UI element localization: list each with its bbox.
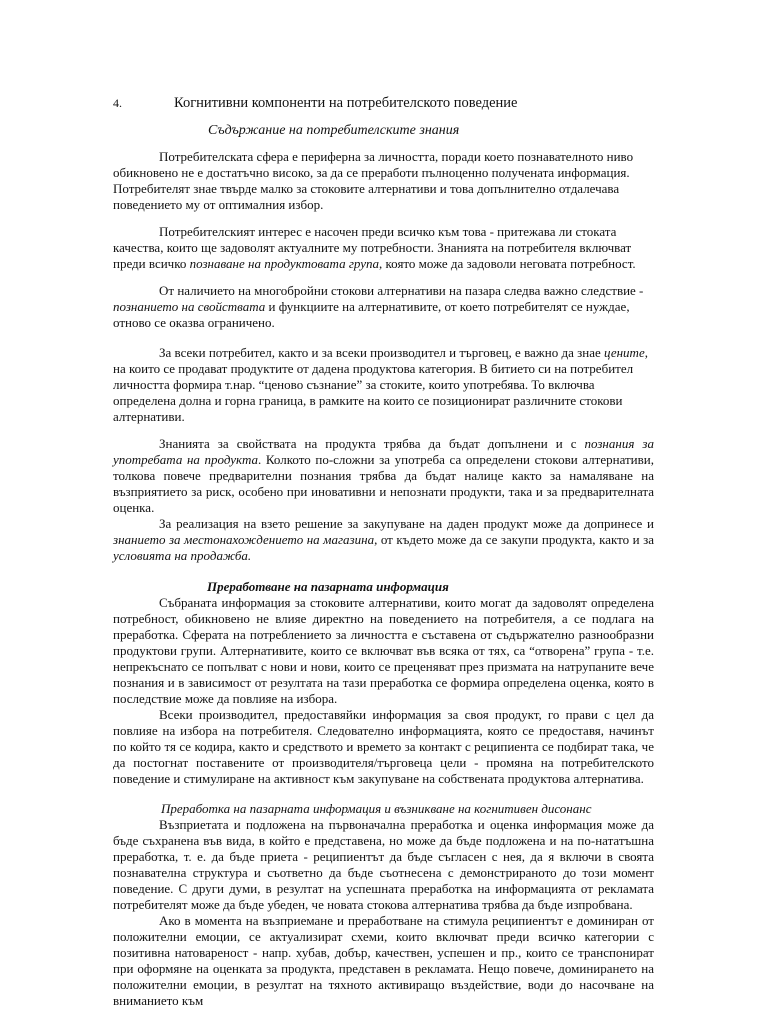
paragraph-4: За всеки потребител, както и за всеки производител и търговец, е важно да знае цените, на които се продават продуктите от дадена продуктова категория. В битието си на потребител личността формира т.нар. “ценово съзнание” за стоките, които употребява. То включва определена долна и горна граница, в рамките на които се позиционират различните стокови алтернативи. xyxy=(113,345,648,424)
chapter-number: 4. xyxy=(113,96,122,110)
emphasis: условията на продажба. xyxy=(113,548,252,563)
section-heading-dissonance: Преработка на пазарната информация и възникване на когнитивен дисонанс xyxy=(161,801,592,816)
paragraph-5: Знанията за свойствата на продукта трябва да бъдат допълнени и с познания за употребата на продукта. Колкото по-сложни за употреба са определени стокови алтернативи, толкова повече предварителни познания трябва да бъдат налице както за намаляване на възприятието за риск, особено при иновативни и непознати продукти, така и за предварителната оценка. xyxy=(113,436,654,515)
chapter-title: Когнитивни компоненти на потребителското поведение xyxy=(174,95,518,111)
emphasis: познаване на продуктовата група xyxy=(189,256,380,271)
paragraph-2: Потребителският интерес е насочен преди всичко към това - притежава ли стоката качества, които ще задоволят актуалните му потребности. Знанията на потребителя включват преди всичко познаване на продуктовата група, която може да задоволи неговата потребност. xyxy=(113,224,636,271)
section1-paragraph-1: Събраната информация за стоковите алтернативи, които могат да задоволят определена потребност, обикновено не влияе директно на поведението на потребителя, а се подлага на преработка. Сферата на потреблението за личността е съставена от съдържателно разнообразни продуктови групи. Алтернативите, които се включват във всяка от тях, са “отворена” група - т.е. непрекъснато се попълват с нови и нови, които се преценяват през призмата на натрупаните вече познания и в зависимост от резултата на тази преработка се формира определена оценка, която в последствие може да повлияе на избора. xyxy=(113,595,654,706)
section1-paragraph-2: Всеки производител, предоставяйки информация за своя продукт, го прави с цел да повлияе на избора на потребителя. Следователно информацията, която се предоставя, начинът по който тя се кодира, както и средството и времето за контакт с реципиента се подбират така, че да постогнат поставените от производителя/търговеца цели - промяна на потребителското поведение и стимулиране на активност към закупуване на собствената продуктова алтернатива. xyxy=(113,707,654,786)
paragraph-1: Потребителската сфера е периферна за личността, поради което познавателното ниво обикновено не е достатъчно високо, за да се преработи пълноценно получената информация. Потребителят знае твърде малко за стоковите алтернативи и това допълнително отдалечава поведението му от оптималния избор. xyxy=(113,149,634,212)
emphasis: познанието на свойствата xyxy=(113,299,266,314)
section-heading-processing: Преработване на пазарната информация xyxy=(207,579,449,594)
paragraph-6: За реализация на взето решение за закупуване на даден продукт може да допринесе и знанието за местонахождението на магазина, от където може да се закупи продукта, както и за условията на продажба. xyxy=(113,516,654,563)
paragraph-3: От наличието на многобройни стокови алтернативи на пазара следва важно следствие - познанието на свойствата и функциите на алтернативите, от което потребителят се нуждае, отново се оказва ограничено. xyxy=(113,283,644,330)
document-body xyxy=(113,149,654,1009)
emphasis: цените xyxy=(604,345,645,360)
section2-paragraph-1: Възприетата и подложена на първоначална преработка и оценка информация може да бъде съхранена във вида, в който е представена, но може да бъде подложена и на по-нататъшна преработка, т. е. да бъде приета - реципиентът да бъде съгласен с нея, да я включи в своята познавателна структура и съответно да бъде съотнесена с демонстрираното до този момент поведение. С други думи, в резултат на успешната преработка на информацията от рекламата потребителят може да бъде убеден, че новата стокова алтернатива трябва да бъде изпробвана. xyxy=(113,817,654,912)
section-subheading: Съдържание на потребителските знания xyxy=(208,123,460,138)
emphasis: знанието за местонахождението на магазина xyxy=(113,532,375,547)
section2-paragraph-2: Ако в момента на възприемане и преработване на стимула реципиентът е доминиран от положителни емоции, се актуализират схеми, които включват преди всичко категории с позитивна натовареност - напр. хубав, добър, качествен, успешен и пр., които се транспонират при оформяне на оценката за продукта, представен в рекламата. Нещо повече, доминирането на положителни емоции, в резултат на тяхното активиращо въздействие, води до насочване на вниманието към xyxy=(113,913,654,1008)
emphasis: познания за употребата на продукта xyxy=(113,436,654,467)
